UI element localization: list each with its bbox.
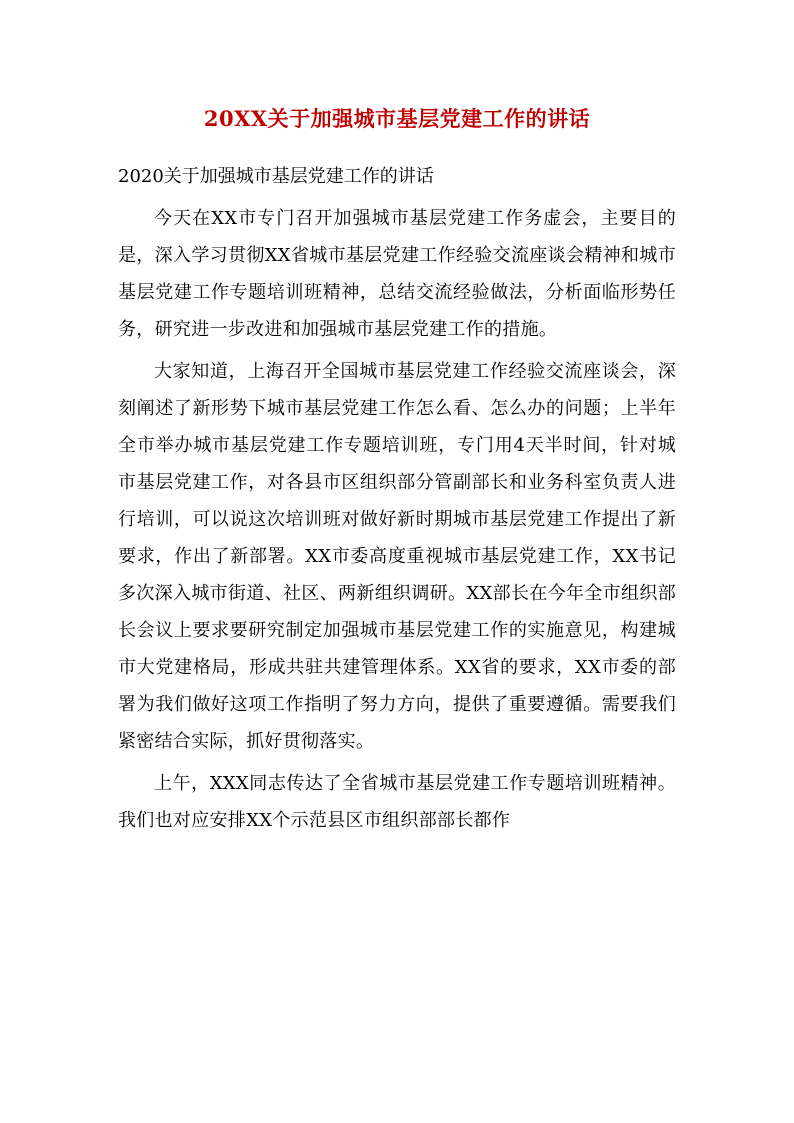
document-title: 20XX关于加强城市基层党建工作的讲话 bbox=[203, 106, 591, 131]
document-subtitle: 2020关于加强城市基层党建工作的讲话 bbox=[118, 166, 434, 187]
paragraph-1: 今天在XX市专门召开加强城市基层党建工作务虚会，主要目的是，深入学习贯彻XX省城市基层党建工作经验交流座谈会精神和城市基层党建工作专题培训班精神，总结交流经验做法，分析面临形势任务，研究进一步改进和加强城市基层党建工作的措施。 bbox=[118, 208, 676, 340]
paragraph-2: 大家知道，上海召开全国城市基层党建工作经验交流座谈会，深刻阐述了新形势下城市基层党建工作怎么看、怎么办的问题；上半年全市举办城市基层党建工作专题培训班，专门用4天半时间，针对城市基层党建工作，对各县市区组织部分管副部长和业务科室负责人进行培训，可以说这次培训班对做好新时期城市基层党建工作提出了新要求，作出了新部署。XX市委高度重视城市基层党建工作，XX书记多次深入城市街道、社区、两新组织调研。XX部长在今年全市组织部长会议上要求要研究制定加强城市基层党建工作的实施意见，构建城市大党建格局，形成共驻共建管理体系。XX省的要求，XX市委的部署为我们做好这项工作指明了努力方向，提供了重要遵循。需要我们紧密结合实际，抓好贯彻落实。 bbox=[118, 361, 676, 752]
paragraph-3: 上午，XXX同志传达了全省城市基层党建工作专题培训班精神。我们也对应安排XX个示范县区市组织部部长都作 bbox=[118, 773, 676, 831]
